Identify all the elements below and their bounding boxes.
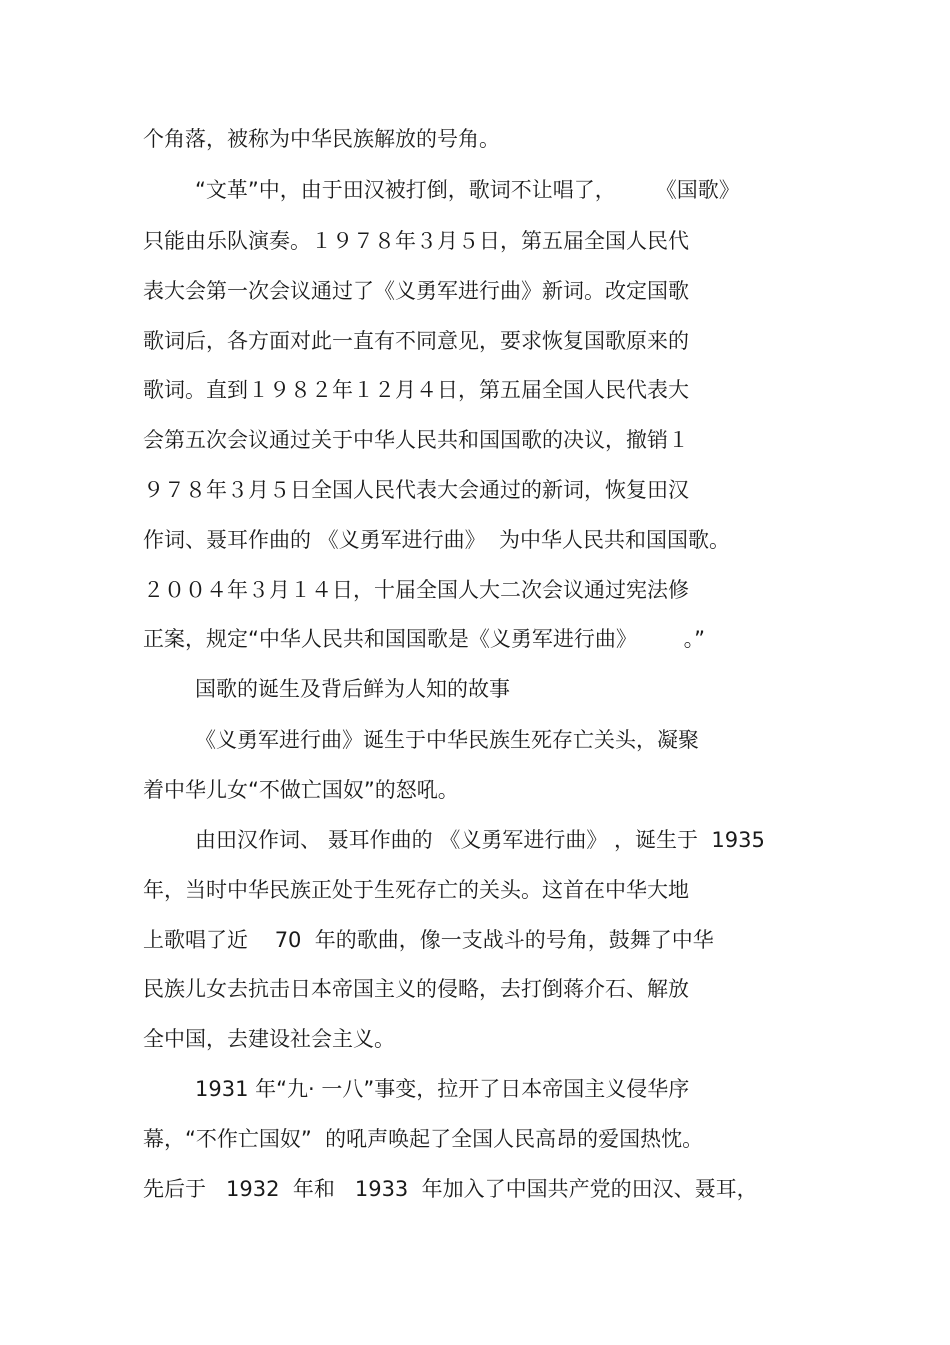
section-heading: 国歌的诞生及背后鲜为人知的故事 [195,677,510,701]
text-line-10: ２００４年３月１４日，十届全国人大二次会议通过宪法修 [143,578,689,602]
text-line-22: 先后于 1932 年和 1933 年加入了中国共产党的田汉、聂耳， [143,1177,758,1201]
text-line-5: 歌词后，各方面对此一直有不同意见，要求恢复国歌原来的 [143,329,689,353]
text-line-2: “文革”中，由于田汉被打倒，歌词不让唱了， 《国歌》 [195,178,740,202]
text-line-18: 民族儿女去抗击日本帝国主义的侵略，去打倒蒋介石、解放 [143,977,689,1001]
text-line-8: ９７８年３月５日全国人民代表大会通过的新词，恢复田汉 [143,478,689,502]
text-line-6: 歌词。直到１９８２年１２月４日，第五届全国人民代表大 [143,378,689,402]
text-line-7: 会第五次会议通过关于中华人民共和国国歌的决议，撤销１ [143,428,689,452]
text-line-9: 作词、聂耳作曲的 《义勇军进行曲》 为中华人民共和国国歌。 [143,528,731,552]
text-line-11: 正案，规定“中华人民共和国国歌是《义勇军进行曲》 。” [143,627,705,651]
text-line-16: 年，当时中华民族正处于生死存亡的关头。这首在中华大地 [143,878,689,902]
text-line-13: 《义勇军进行曲》诞生于中华民族生死存亡关头，凝聚 [195,728,699,752]
text-line-17: 上歌唱了近 70 年的歌曲，像一支战斗的号角，鼓舞了中华 [143,928,714,952]
text-line-14: 着中华儿女“不做亡国奴”的怒吼。 [143,778,459,802]
text-line-3: 只能由乐队演奏。１９７８年３月５日，第五届全国人民代 [143,229,689,253]
text-line-4: 表大会第一次会议通过了《义勇军进行曲》新词。改定国歌 [143,279,689,303]
text-line-21: 幕，“不作亡国奴” 的吼声唤起了全国人民高昂的爱国热忱。 [143,1127,704,1151]
text-line-20: 1931 年“九· 一八”事变，拉开了日本帝国主义侵华序 [195,1077,690,1101]
text-line-19: 全中国，去建设社会主义。 [143,1027,395,1051]
text-line-1: 个角落，被称为中华民族解放的号角。 [143,127,500,151]
text-line-15: 由田汉作词、 聂耳作曲的 《义勇军进行曲》 ，诞生于 1935 [195,828,765,852]
